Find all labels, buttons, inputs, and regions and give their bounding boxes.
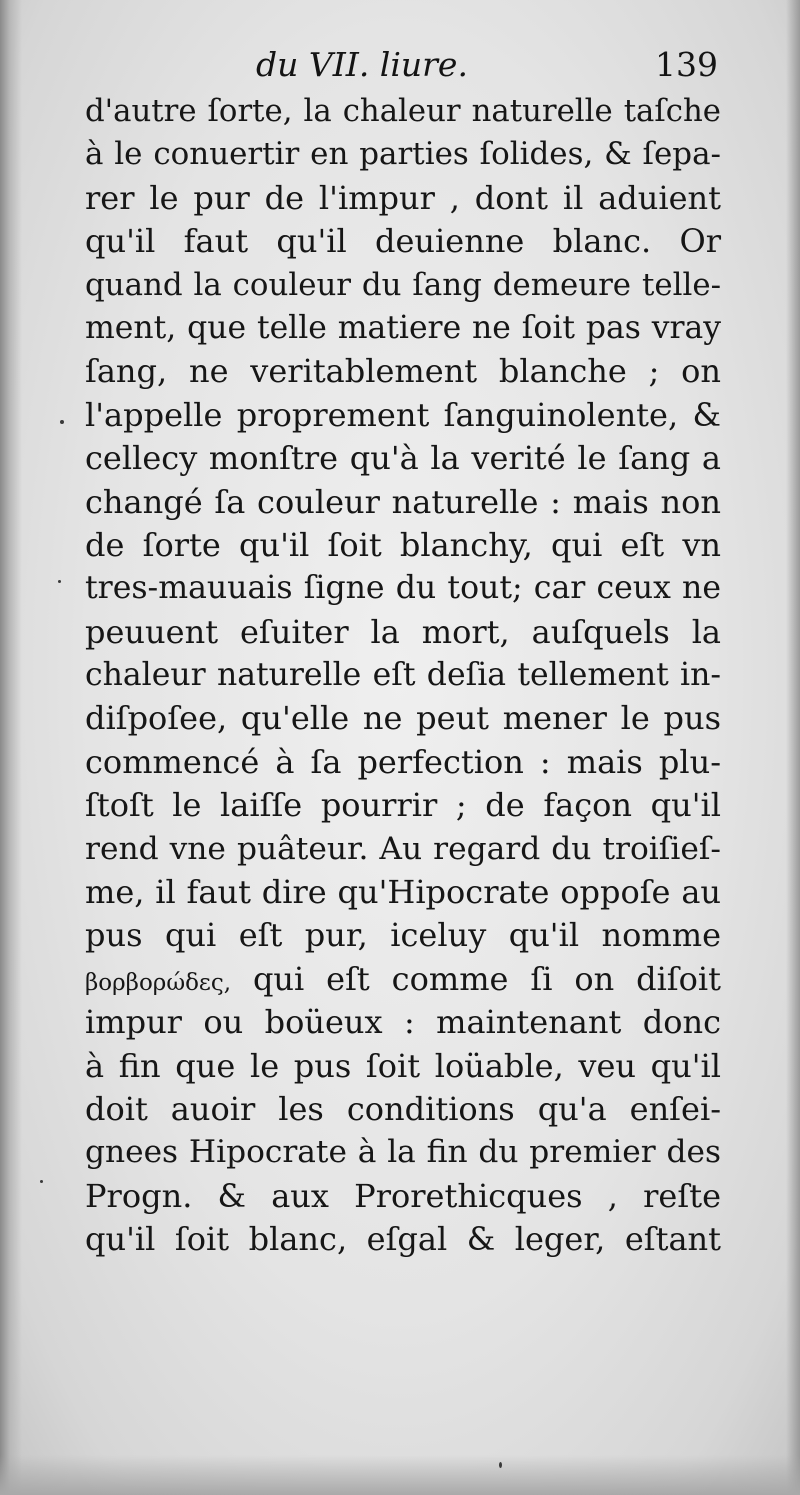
text-line: gnees Hipocrate à la fin du premier des xyxy=(85,1134,721,1171)
page-edge-shadow xyxy=(786,0,800,1495)
page-bottom-shadow xyxy=(0,1455,800,1495)
text-line: impur ou boüeux : maintenant donc xyxy=(85,1003,721,1042)
text-line: cellecy monſtre qu'à la verité le ſang a xyxy=(85,439,721,478)
text-line: tres-mauuais ſigne du tout; car ceux ne xyxy=(85,570,721,607)
text-line: à fin que le pus ſoit loüable, veu qu'il xyxy=(85,1046,721,1085)
text-line: qu'il faut qu'il deuienne blanc. Or xyxy=(85,222,721,261)
text-line: de ſorte qu'il ſoit blanchy, qui eſt vn xyxy=(85,525,721,564)
text-line-rest: qui eſt comme ſi on diſoit xyxy=(252,959,722,998)
running-head-title: du VII. liure. xyxy=(256,45,468,84)
running-head xyxy=(82,40,718,90)
paper-speck xyxy=(58,580,61,583)
paper-speck xyxy=(40,1180,43,1183)
text-line: à le conuertir en parties ſolides, & ſepa- xyxy=(85,136,721,173)
text-line: chaleur naturelle eſt deſia tellement in- xyxy=(85,657,721,694)
text-line: Progn. & aux Prorethicques , reſte xyxy=(85,1176,721,1215)
text-line: rer le pur de l'impur , dont il aduient xyxy=(85,178,721,217)
text-line: changé ſa couleur naturelle : mais non xyxy=(85,482,721,521)
text-line: diſpoſee, qu'elle ne peut mener le pus xyxy=(85,699,721,738)
text-line: ment, que telle matiere ne ſoit pas vray xyxy=(85,309,721,346)
text-line: me, il faut dire qu'Hipocrate oppoſe au xyxy=(85,873,721,912)
text-line: commencé à ſa perfection : mais plu- xyxy=(85,742,721,781)
text-line: rend vne puâteur. Au regard du troiſieſ- xyxy=(85,830,721,867)
greek-word: βορβορώδες, xyxy=(85,969,232,996)
text-line: l'appelle proprement ſanguinolente, & xyxy=(85,395,721,434)
paper-speck xyxy=(60,420,64,424)
body-text xyxy=(85,90,721,1262)
text-line: ſang, ne veritablement blanche ; on xyxy=(85,352,721,391)
text-line: doit auoir les conditions qu'a enſei- xyxy=(85,1089,721,1128)
text-line: quand la couleur du ſang demeure telle- xyxy=(85,266,721,303)
paper-speck xyxy=(499,1462,502,1468)
text-line: peuuent eſuiter la mort, auſquels la xyxy=(85,612,721,651)
text-line: ſtoſt le laiſſe pourrir ; de façon qu'il xyxy=(85,786,721,825)
page-number: 139 xyxy=(655,45,718,84)
text-line: pus qui eſt pur, iceluy qu'il nomme xyxy=(85,916,721,955)
text-line: qu'il ſoit blanc, eſgal & leger, eſtant xyxy=(85,1220,721,1259)
text-line-with-greek xyxy=(85,958,721,1001)
text-line: d'autre ſorte, la chaleur naturelle taſche xyxy=(85,93,721,129)
page-gutter-shadow xyxy=(0,0,22,1495)
